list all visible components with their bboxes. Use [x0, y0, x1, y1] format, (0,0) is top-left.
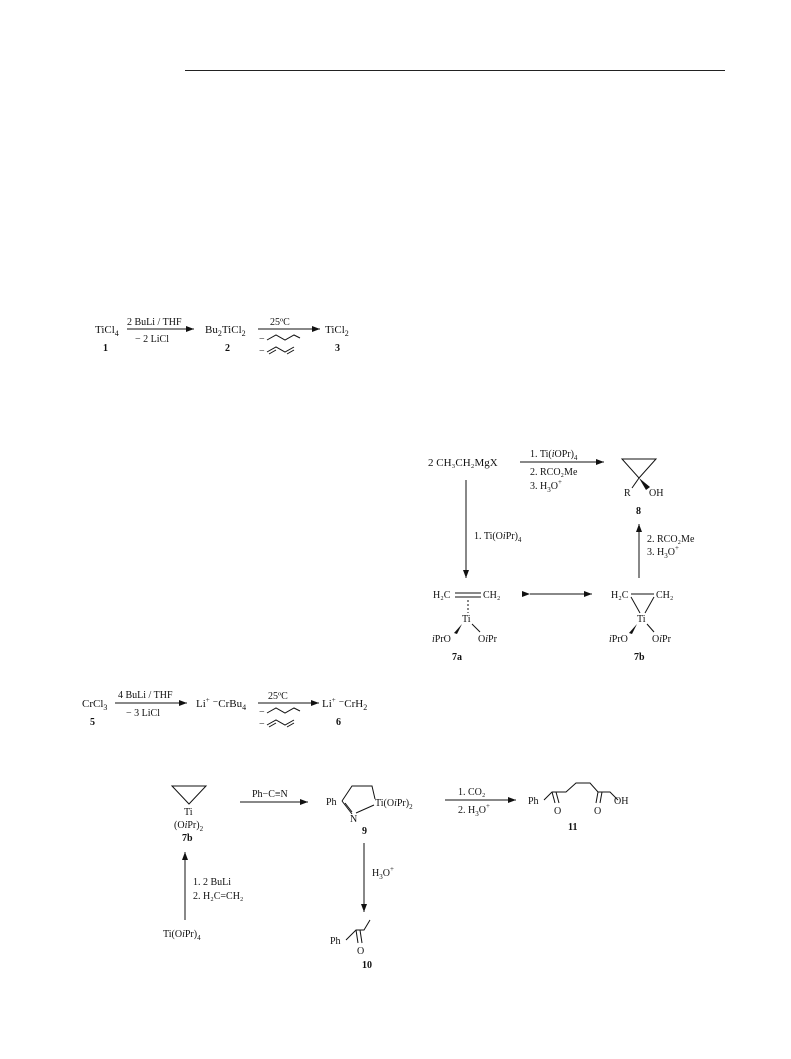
dashed-bond [472, 624, 480, 632]
compound-number-8: 8 [636, 506, 641, 517]
compound-number-2: 2 [225, 343, 230, 354]
compound-number-7a: 7a [452, 652, 462, 663]
ticl2-formula: TiCl$_2$ [325, 324, 349, 338]
ipro-ligand: iPrO [609, 634, 628, 645]
ti-label: Ti [462, 614, 471, 625]
ipro-ligand: iPrO [432, 634, 451, 645]
ketone-carbonyl [356, 930, 362, 943]
ketone-oxygen: O [554, 806, 562, 817]
compound-number-7b: 7b [182, 833, 193, 844]
step-3-reagent: 3. $H_3O^+$ [530, 478, 562, 494]
minus-sign: − [259, 346, 265, 357]
acid-oxygen: O [594, 806, 602, 817]
scheme1-arrow1-reagent: 2 BuLi / THF [127, 317, 182, 328]
n-ti-bond [356, 805, 374, 813]
ch2-label: CH₂ [656, 590, 674, 601]
butadiene-zigzag [267, 347, 294, 352]
crcl3-formula: CrCl$_3$ [82, 698, 108, 712]
ethylene-step: 2. H₂C=CH₂ [193, 891, 244, 902]
nitrile-reagent: Ph−C≡N [252, 789, 288, 800]
step-1-reagent: 1. $Ti(iOPr)_4$ [530, 449, 578, 462]
compound-number-1: 1 [103, 343, 108, 354]
h2c-label: H₂C [611, 590, 629, 601]
phenyl-label: Ph [330, 936, 341, 947]
ti-label: Ti [184, 807, 193, 818]
scheme1-arrow2-condition: 25ºC [270, 317, 290, 328]
ti-c-bond-right [645, 597, 654, 613]
ti-oipr2-label: $Ti(OiPr)_2$ [375, 798, 413, 811]
phenyl-label: Ph [326, 797, 337, 808]
compound-number-5: 5 [90, 717, 95, 728]
compound-number-3: 3 [335, 343, 340, 354]
cyclopropane-ring [622, 459, 656, 478]
h2c-label: H₂C [433, 590, 451, 601]
co2-step: 1. CO₂ [458, 787, 486, 798]
licrbu4-formula: Li+ ⁻CrBu$_4$ [196, 696, 247, 712]
compound-number-7b: 7b [634, 652, 645, 663]
scheme-1 [95, 317, 349, 357]
hydrolysis-reagent: $H_3O^+$ [372, 865, 394, 881]
grignard-reagent: 2 CH₃CH₂MgX [428, 457, 498, 469]
cn-bond [342, 801, 352, 814]
ticl4-formula: TiCl$_4$ [95, 324, 119, 338]
r-bond [632, 478, 639, 488]
phenyl-label: Ph [528, 796, 539, 807]
oipr-ligand: OiPr [478, 634, 497, 645]
bu2ticl2-formula: $Bu_2TiCl_2$ [205, 324, 246, 338]
oipr2-ligands: $(OiPr)_2$ [174, 820, 204, 833]
ti-oipr4-label: $Ti(OiPr)_4$ [163, 929, 201, 942]
oh-group-label: OH [649, 488, 664, 499]
keto-acid-chain [544, 783, 618, 800]
acid-workup-step: 2. $H_3O^+$ [458, 802, 490, 818]
minus-sign: − [259, 707, 265, 718]
scheme1-arrow1-byproduct: − 2 LiCl [135, 334, 169, 345]
compound-number-10: 10 [362, 960, 372, 971]
licrh2-formula: Li+ ⁻CrH$_2$ [322, 696, 368, 712]
butadiene-zigzag [267, 720, 294, 725]
ring-bonds-top [342, 786, 375, 801]
scheme3-arrow1-reagent: 4 BuLi / THF [118, 690, 173, 701]
acid-carbonyl [596, 792, 602, 803]
scheme-4 [163, 783, 628, 971]
buli-step: 1. 2 BuLi [193, 877, 232, 888]
compound-number-11: 11 [568, 822, 578, 833]
scheme-3 [82, 690, 367, 730]
butene-zigzag [267, 335, 300, 340]
ketone-carbonyl [552, 792, 559, 803]
wedge-bond [454, 624, 462, 634]
down-arrow-reagent: 1. $Ti(OiPr)_4$ [474, 531, 522, 544]
up-arrow-reagent-3: 3. $H_3O^+$ [647, 544, 679, 560]
minus-sign: − [259, 719, 265, 730]
minus-sign: − [259, 334, 265, 345]
step-2-reagent: 2. RCO₂Me [530, 467, 578, 478]
nitrogen-label: N [350, 814, 358, 825]
scheme3-arrow1-byproduct: − 3 LiCl [126, 708, 160, 719]
titanacyclopropane-ring [172, 786, 206, 804]
ketone-chain [346, 920, 370, 940]
compound-number-6: 6 [336, 717, 341, 728]
oipr-ligand: OiPr [652, 634, 671, 645]
dashed-bond [647, 624, 654, 632]
ti-label: Ti [637, 614, 646, 625]
compound-number-9: 9 [362, 826, 367, 837]
ti-c-bond-left [631, 597, 640, 613]
hydroxyl-label: OH [614, 796, 629, 807]
wedge-bond [629, 624, 637, 634]
scheme3-arrow2-condition: 25ºC [268, 691, 288, 702]
r-group-label: R [624, 488, 631, 499]
up-arrow-reagent-2: 2. RCO₂Me [647, 534, 695, 545]
butene-zigzag [267, 708, 300, 713]
ketone-oxygen: O [357, 946, 365, 957]
scheme-2 [428, 449, 695, 663]
cn-double-bond [345, 803, 352, 812]
ch2-label: CH₂ [483, 590, 501, 601]
